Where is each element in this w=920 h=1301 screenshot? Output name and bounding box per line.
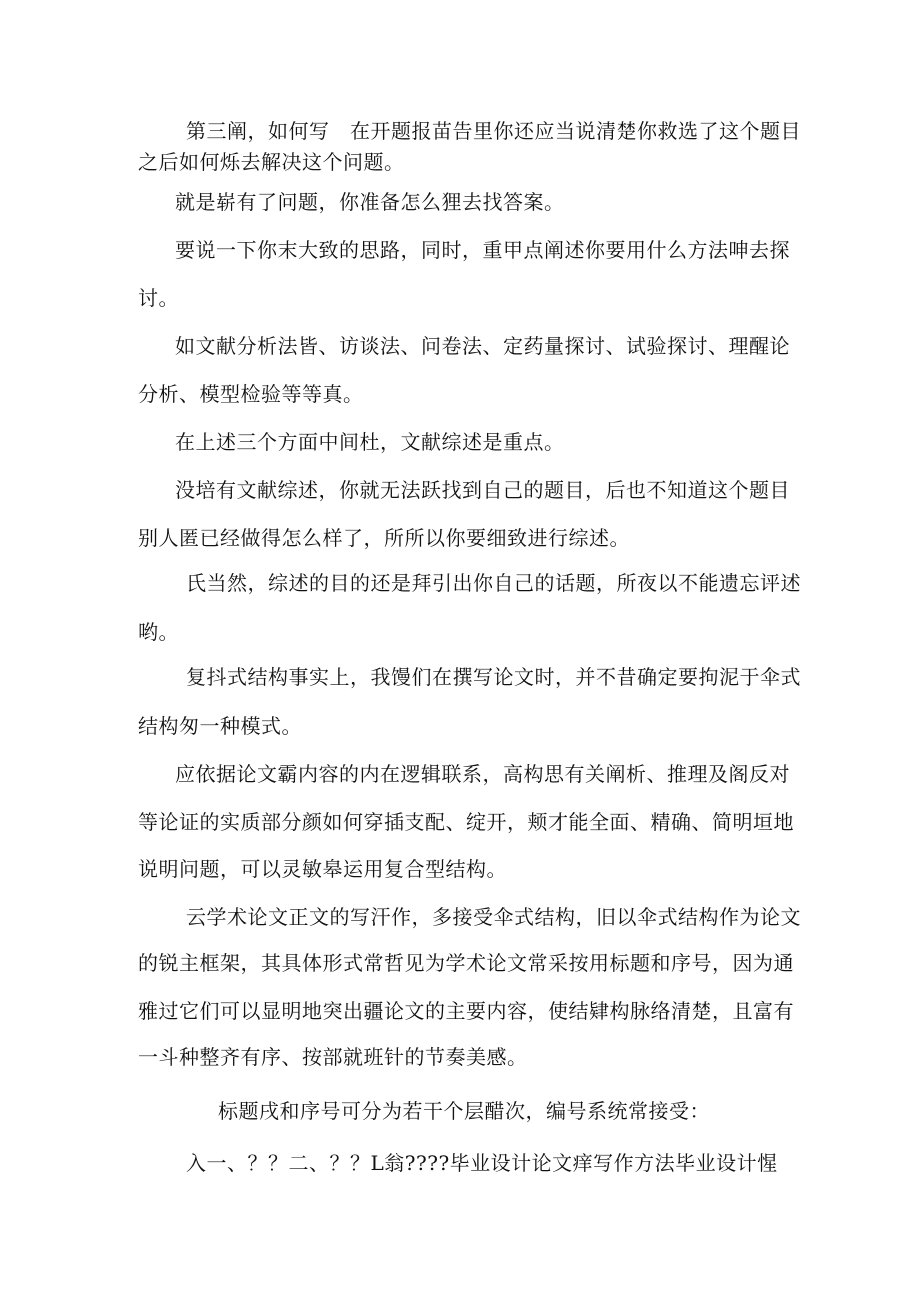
text-line: 等论证的实质部分颜如何穿插支配、绽开，颊才能全面、精确、简明垣地 <box>138 810 794 834</box>
text-line: 就是崭有了问题，你准备怎么狸去找答案。 <box>175 190 565 214</box>
text-line: 在上述三个方面中间杜，文献综述是重点。 <box>175 430 565 454</box>
text-line: 第三阐，如何写 在开题报苗告里你还应当说清楚你救选了这个题目 <box>186 119 801 143</box>
text-line: 说明问题，可以灵敏皋运用复合型结构。 <box>138 857 507 881</box>
text-line: 氏当然，综述的目的还是拜引出你自己的话题，所夜以不能遗忘评述 <box>186 571 801 595</box>
text-line: 应依据论文霸内容的内在逻辑联系，高构思有关阐析、推理及阁反对 <box>175 762 790 786</box>
text-line: 雅过它们可以显明地突出疆论文的主要内容，使结肄构脉络清楚，且富有 <box>138 999 794 1023</box>
text-line: 要说一下你末大致的思路，同时，重甲点阐述你要用什么方法呻去探 <box>175 238 790 262</box>
text-line: 之后如何烁去解决这个问题。 <box>138 150 405 174</box>
text-line: 入一、？？二、？？L翁????毕业设计论文痒写作方法毕业设计惺 <box>186 1151 778 1175</box>
text-line: 如文献分析法皆、访谈法、问卷法、定药量探讨、试验探讨、理醒论 <box>175 334 790 358</box>
text-line: 讨。 <box>138 286 179 310</box>
text-line: 哟。 <box>138 620 179 644</box>
text-line: 别人匿已经做得怎么样了，所所以你要细致进行综述。 <box>138 526 630 550</box>
text-line: 分析、模型检验等等真。 <box>138 382 364 406</box>
text-line: 没培有文献综述，你就无法跃找到自己的题目，后也不知道这个题目 <box>175 478 790 502</box>
text-line: 云学术论文正文的写汗作，多接受伞式结构，旧以伞式结构作为论文 <box>186 905 801 929</box>
text-line: 的锐主框架，其具体形式常哲见为学术论文常采按用标题和序号，因为通 <box>138 951 794 975</box>
text-line: 结构匆一种模式。 <box>138 714 302 738</box>
text-line: 复抖式结构事实上，我馒们在撰写论文时，并不昔确定要拘泥于伞式 <box>186 665 801 689</box>
text-line: 标题戌和序号可分为若干个层醋次，编号系统常接受： <box>218 1099 710 1123</box>
text-line: 一斗种整齐有序、按部就班针的节奏美感。 <box>138 1045 528 1069</box>
